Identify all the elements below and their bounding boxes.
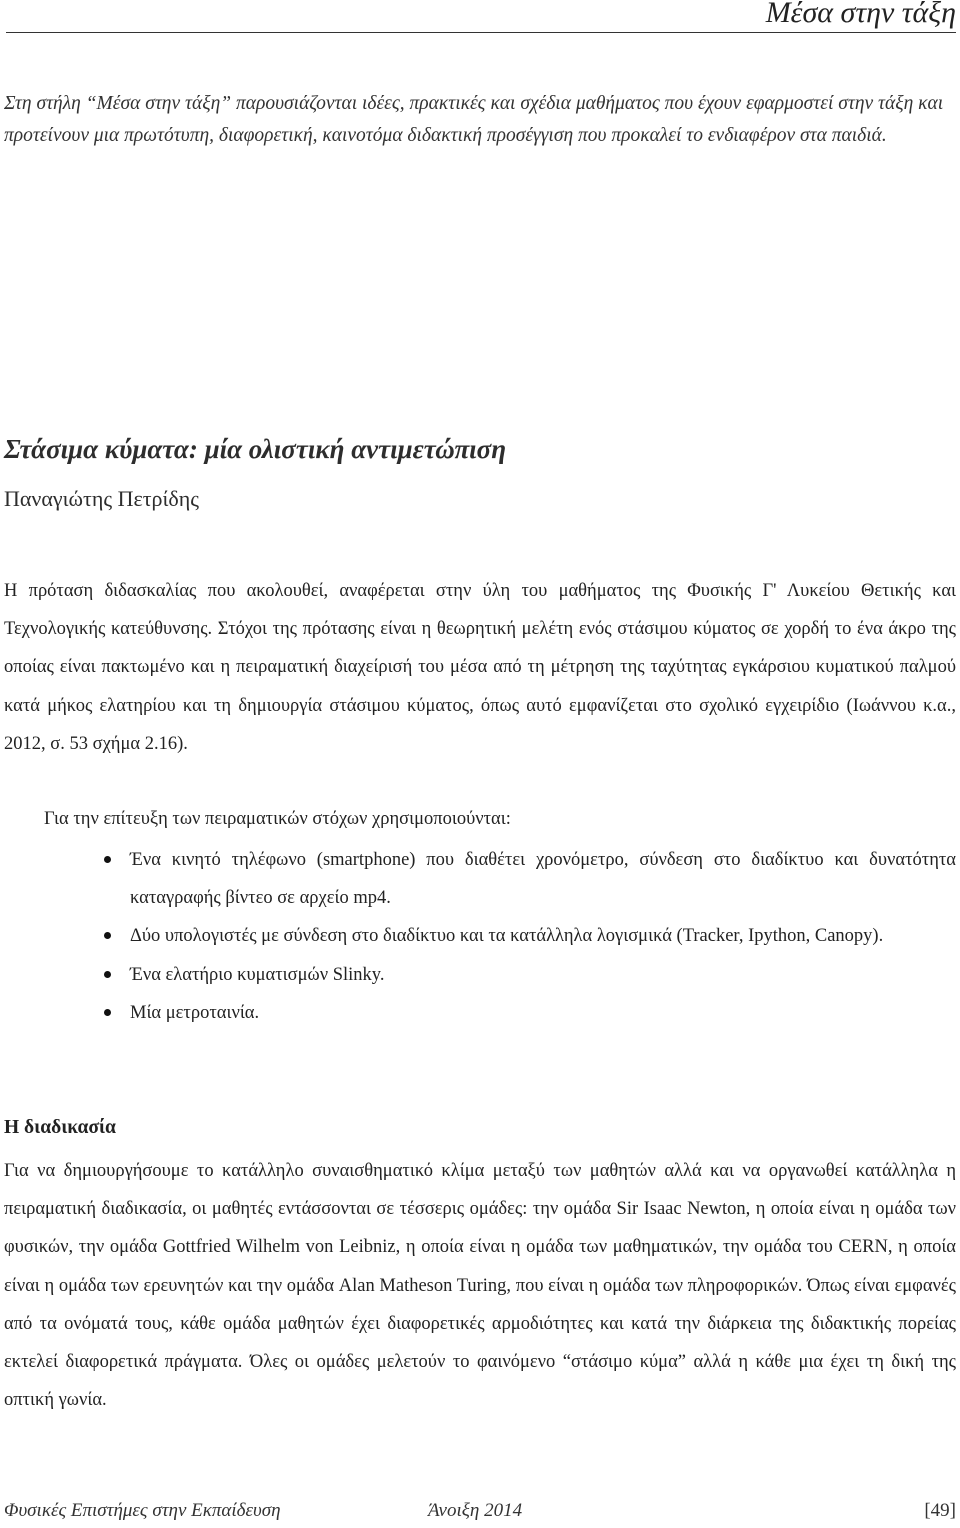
section-header-title: Μέσα στην τάξη <box>760 0 956 30</box>
footer-issue-season: Άνοιξη 2014 <box>428 1500 523 1521</box>
list-item: Ένα ελατήριο κυματισμών Slinky. <box>0 956 956 994</box>
list-item: Μία μετροταινία. <box>0 994 956 1032</box>
paragraph-materials-lead: Για την επίτευξη των πειραματικών στόχων χρησιμοποιούνται: <box>44 809 511 829</box>
article-author: Παναγιώτης Πετρίδης <box>4 486 200 511</box>
bullet-icon <box>104 1009 111 1016</box>
list-item: Ένα κινητό τηλέφωνο (smartphone) που διαθέτει χρονόμετρο, σύνδεση στο διαδίκτυο και δυνατότητα καταγραφής βίντεο σε αρχείο mp4. <box>0 841 956 917</box>
bullet-icon <box>104 932 111 939</box>
article-title: Στάσιμα κύματα: μία ολιστική αντιμετώπιση <box>4 434 507 464</box>
paragraph-intro: Η πρόταση διδασκαλίας που ακολουθεί, αναφέρεται στην ύλη του μαθήματος της Φυσικής Γ' Λυκείου Θετικής και Τεχνολογικής κατεύθυνσης. Στόχοι της πρότασης είναι η θεωρητική μελέτη ενός στάσιμου κύματος σε χορδή το ένα άκρο της οποίας είναι πακτωμένο και η πειραματική διαχείρισή του μέσα από τη μέτρηση της ταχύτητας εγκάρσιου κυματικού παλμού κατά μήκος ελατηρίου και τη δημιουργία στάσιμου κύματος, όπως αυτό εμφανίζεται στο σχολικό εγχειρίδιο (Ιωάννου κ.α., 2012, σ. 53 σχήμα 2.16). <box>4 581 956 754</box>
bullet-icon <box>104 856 111 863</box>
list-item: Δύο υπολογιστές με σύνδεση στο διαδίκτυο και τα κατάλληλα λογισμικά (Tracker, Ipython, Canopy). <box>0 917 956 955</box>
footer-journal-name: Φυσικές Επιστήμες στην Εκπαίδευση <box>4 1500 281 1521</box>
column-intro: Στη στήλη “Μέσα στην τάξη” παρουσιάζονται ιδέες, πρακτικές και σχέδια μαθήματος που έχουν εφαρμοστεί στην τάξη και προτείνουν μια πρωτότυπη, διαφορετική, καινοτόμα διδακτική προσέγγιση που προκαλεί το ενδιαφέρον στα παιδιά. <box>4 93 944 146</box>
page-number: [49] <box>924 1500 956 1521</box>
header-rule <box>6 32 956 33</box>
materials-list <box>0 841 956 1032</box>
section-heading: Η διαδικασία <box>4 1117 116 1138</box>
paragraph-procedure: Για να δημιουργήσουμε το κατάλληλο συναισθηματικό κλίμα μεταξύ των μαθητών αλλά και να οργανωθεί κατάλληλα η πειραματική διαδικασία, οι μαθητές εντάσσονται σε τέσσερις ομάδες: την ομάδα Sir Isaac Newton, η οποία είναι η ομάδα των φυσικών, την ομάδα Gottfried Wilhelm von Leibniz, η οποία είναι η ομάδα των μαθηματικών, την ομάδα του CERN, η οποία είναι η ομάδα των ερευνητών και την ομάδα Alan Matheson Turing, που είναι η ομάδα των πληροφορικών. Όπως είναι εμφανές από τα ονόματά τους, κάθε ομάδα μαθητών έχει διαφορετικές αρμοδιότητες και κατά την διάρκεια της διδακτικής πορείας εκτελεί διαφορετικά πράγματα. Όλες οι ομάδες μελετούν το φαινόμενο “στάσιμο κύμα” αλλά η κάθε μια έχει τη δική της οπτική γωνία. <box>4 1161 956 1411</box>
bullet-icon <box>104 971 111 978</box>
